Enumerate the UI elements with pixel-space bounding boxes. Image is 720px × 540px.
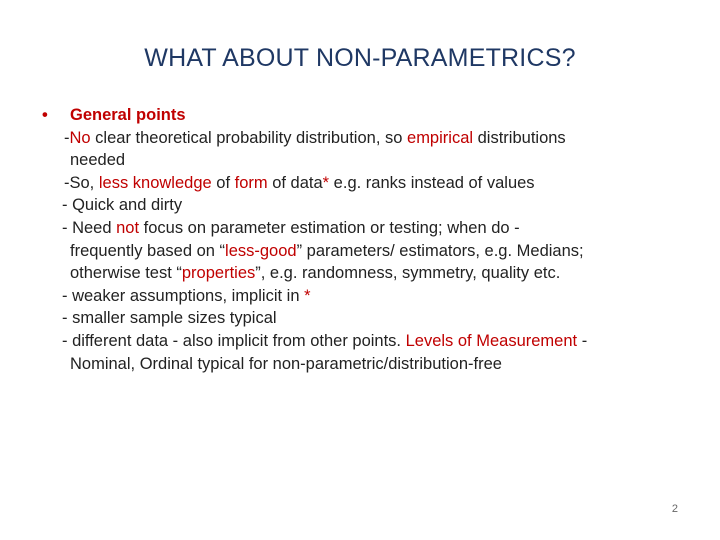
line-text: -So, <box>64 173 99 192</box>
highlight-text: No <box>69 128 91 147</box>
line-text: e.g. ranks instead of values <box>329 173 535 192</box>
line-text: focus on parameter estimation or testing; when do - <box>139 218 520 237</box>
line-text: - <box>64 128 70 147</box>
highlight-text: Levels of Measurement <box>405 331 578 350</box>
slide-content <box>30 104 690 375</box>
text-line <box>30 149 690 172</box>
line-text: ”, e.g. randomness, symmetry, quality etc. <box>255 264 561 283</box>
page-number: 2 <box>671 503 678 515</box>
text-line <box>30 217 690 240</box>
heading-text: General points <box>70 106 186 124</box>
highlight-text: less-good <box>225 241 297 260</box>
highlight-text: * <box>304 286 311 305</box>
bullet-icon: • <box>42 106 48 124</box>
line-text: Nominal, Ordinal typical for non-parametric/distribution-free <box>70 354 502 373</box>
line-text: otherwise test “ <box>70 264 182 283</box>
line-text: distributions <box>473 128 566 147</box>
text-line <box>30 307 690 330</box>
highlight-text: empirical <box>407 128 474 147</box>
highlight-text: less knowledge <box>98 173 212 192</box>
highlight-text: * <box>322 173 330 192</box>
line-text: - Need <box>62 218 117 237</box>
line-text: - Quick and dirty <box>62 196 183 215</box>
line-text: of data <box>267 173 323 192</box>
line-text: - weaker assumptions, implicit in <box>62 286 305 305</box>
highlight-text: form <box>234 173 268 192</box>
line-text: - smaller sample sizes typical <box>62 309 277 328</box>
text-line <box>30 240 690 263</box>
text-line <box>30 262 690 285</box>
line-text: clear theoretical probability distribution, so <box>90 128 408 147</box>
line-text: needed <box>70 151 126 170</box>
bullet-heading <box>30 104 690 127</box>
line-text: - different data - also implicit from other points. <box>62 331 406 350</box>
highlight-text: properties <box>181 264 256 283</box>
text-line <box>30 353 690 376</box>
text-line <box>30 127 690 150</box>
highlight-text: not <box>116 218 140 237</box>
line-text: frequently based on “ <box>70 241 226 260</box>
text-line <box>30 330 690 353</box>
text-line <box>30 172 690 195</box>
line-text: ” parameters/ estimators, e.g. Medians; <box>296 241 584 260</box>
slide-title: WHAT ABOUT NON-PARAMETRICS? <box>144 44 576 72</box>
line-text: of <box>211 173 235 192</box>
text-line <box>30 194 690 217</box>
text-line <box>30 285 690 308</box>
line-text: - <box>577 331 588 350</box>
